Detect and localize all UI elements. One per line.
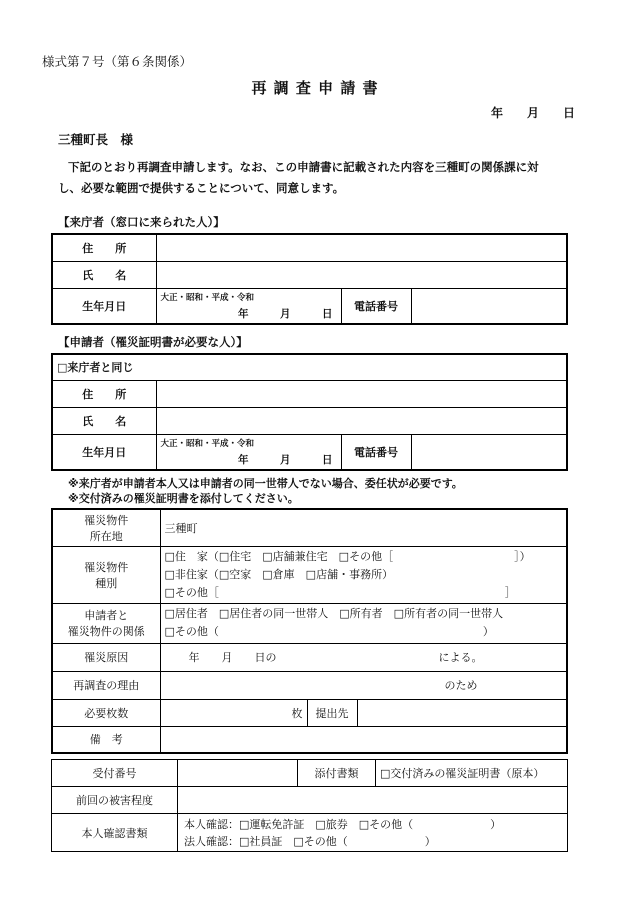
submit-label: 提出先 [307, 699, 357, 726]
remarks-field[interactable] [160, 726, 567, 753]
applicant-address-field[interactable] [156, 380, 567, 407]
visitor-birth-label: 生年月日 [52, 288, 156, 324]
copies-field[interactable]: 枚 [160, 699, 307, 726]
property-table [51, 508, 568, 754]
attach-label: 添付書類 [298, 760, 376, 787]
visitor-address-label: 住 所 [52, 234, 156, 261]
visitor-era-options: 大正・昭和・平成・令和 [160, 292, 255, 303]
type-options[interactable]: □住 家（□住宅 □店舗兼住宅 □その他［ ］） □非住家（□空家 □倉庫 □店舗・事務所） □その他［ ］ [160, 546, 567, 603]
visitor-name-label: 氏 名 [52, 261, 156, 288]
note-attach: ※交付済みの罹災証明書を添付してください。 [68, 492, 299, 505]
applicant-phone-label: 電話番号 [341, 434, 411, 470]
form-number: 様式第７号（第６条関係） [42, 54, 193, 69]
location-label: 罹災物件 所在地 [52, 509, 160, 546]
receipt-label: 受付番号 [52, 760, 178, 787]
submit-field[interactable] [357, 699, 567, 726]
applicant-name-label: 氏 名 [52, 407, 156, 434]
receipt-field[interactable] [178, 760, 298, 787]
prev-damage-field[interactable] [178, 787, 568, 814]
attach-field[interactable]: □交付済みの罹災証明書（原本） [376, 760, 568, 787]
applicant-birth-field[interactable] [156, 434, 341, 470]
office-table [51, 759, 568, 852]
applicant-same-checkbox[interactable]: □来庁者と同じ [52, 354, 567, 380]
visitor-table [51, 233, 568, 325]
intro-line-1: 下記のとおり再調査申請します。なお、この申請書に記載された内容を三種町の関係課に対 [68, 160, 539, 174]
visitor-heading: 【来庁者（窓口に来られた人）】 [58, 215, 225, 229]
applicant-table [51, 353, 568, 471]
visitor-phone-field[interactable] [411, 288, 567, 324]
relation-options[interactable]: □居住者 □居住者の同一世帯人 □所有者 □所有者の同一世帯人 □その他（ ） [160, 603, 567, 643]
cause-label: 罹災原因 [52, 643, 160, 671]
relation-label: 申請者と 罹災物件の関係 [52, 603, 160, 643]
cause-field[interactable]: 年 月 日の による。 [160, 643, 567, 671]
applicant-address-label: 住 所 [52, 380, 156, 407]
note-proxy: ※来庁者が申請者本人又は申請者の同一世帯人でない場合、委任状が必要です。 [68, 477, 463, 490]
applicant-era-options: 大正・昭和・平成・令和 [160, 438, 255, 449]
id-docs-label: 本人確認書類 [52, 814, 178, 852]
applicant-name-field[interactable] [156, 407, 567, 434]
reason-field[interactable]: のため [160, 671, 567, 699]
visitor-phone-label: 電話番号 [341, 288, 411, 324]
applicant-phone-field[interactable] [411, 434, 567, 470]
applicant-birth-label: 生年月日 [52, 434, 156, 470]
date-line: 年 月 日 [490, 106, 575, 120]
applicant-ymd: 年 月 日 [238, 453, 333, 466]
visitor-birth-field[interactable] [156, 288, 341, 324]
prev-damage-label: 前回の被害程度 [52, 787, 178, 814]
visitor-address-field[interactable] [156, 234, 567, 261]
type-label: 罹災物件 種別 [52, 546, 160, 603]
location-field[interactable]: 三種町 [160, 509, 567, 546]
page-title: 再 調 査 申 請 書 [251, 79, 379, 97]
remarks-label: 備 考 [52, 726, 160, 753]
addressee: 三種町長 様 [58, 132, 134, 147]
applicant-heading: 【申請者（罹災証明書が必要な人）】 [58, 335, 248, 349]
id-docs-options[interactable]: 本人確認：□運転免許証 □旅券 □その他（ ） 法人確認：□社員証 □その他（ ） [178, 814, 568, 852]
visitor-ymd: 年 月 日 [238, 307, 333, 320]
reason-label: 再調査の理由 [52, 671, 160, 699]
copies-label: 必要枚数 [52, 699, 160, 726]
visitor-name-field[interactable] [156, 261, 567, 288]
intro-line-2: し、必要な範囲で提供することについて、同意します。 [58, 181, 345, 195]
